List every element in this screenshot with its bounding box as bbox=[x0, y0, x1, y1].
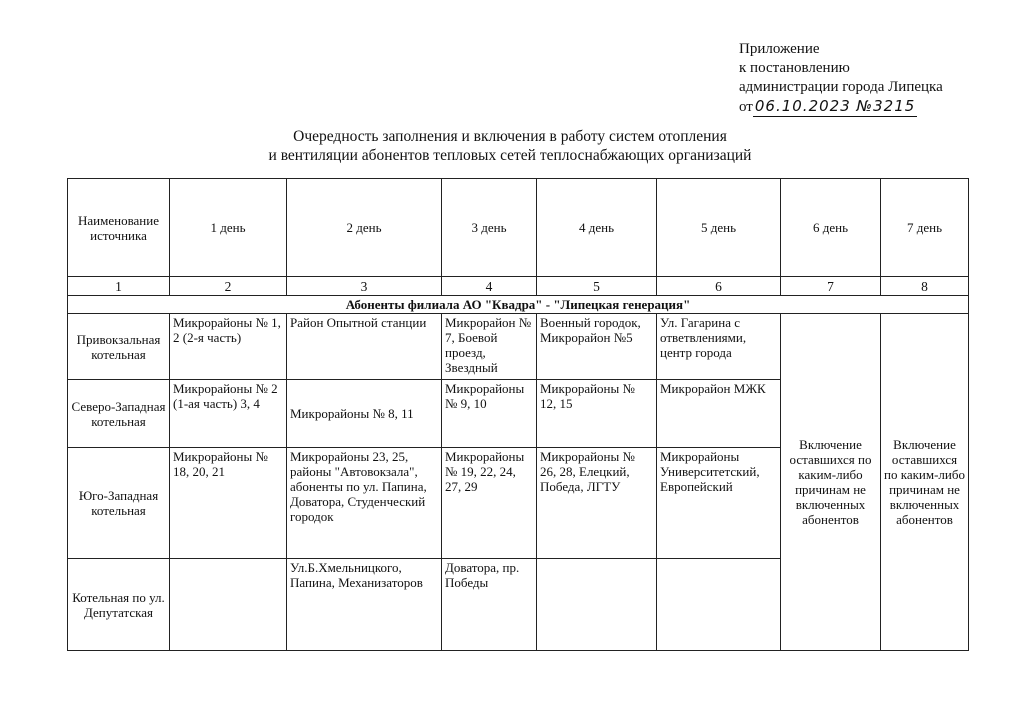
source-name: Северо-Западная котельная bbox=[68, 380, 170, 448]
day5-cell bbox=[657, 559, 781, 651]
day5-cell: Микрорайон МЖК bbox=[657, 380, 781, 448]
col-number: 5 bbox=[537, 277, 657, 296]
col-number: 3 bbox=[287, 277, 442, 296]
appendix-date-line bbox=[739, 97, 943, 117]
source-name: Юго-Западная котельная bbox=[68, 448, 170, 559]
header-day1: 1 день bbox=[170, 179, 287, 277]
day7-merged-cell: Включение оставшихся по каким-либо причинам не включенных абонентов bbox=[881, 314, 969, 651]
col-number: 2 bbox=[170, 277, 287, 296]
col-number: 8 bbox=[881, 277, 969, 296]
appendix-line2: к постановлению bbox=[739, 60, 850, 76]
day1-cell: Микрорайоны № 18, 20, 21 bbox=[170, 448, 287, 559]
day3-cell: Микрорайоны № 19, 22, 24, 27, 29 bbox=[442, 448, 537, 559]
column-number-row bbox=[68, 277, 969, 296]
day4-cell: Военный городок, Микрорайон №5 bbox=[537, 314, 657, 380]
table-row bbox=[68, 314, 969, 380]
col-number: 6 bbox=[657, 277, 781, 296]
source-name: Котельная по ул. Депутатская bbox=[68, 559, 170, 651]
col-number: 7 bbox=[781, 277, 881, 296]
document-title bbox=[220, 127, 800, 165]
day4-cell: Микрорайоны № 12, 15 bbox=[537, 380, 657, 448]
day2-cell: Микрорайоны 23, 25, районы "Автовокзала", абоненты по ул. Папина, Доватора, Студенческий городок bbox=[287, 448, 442, 559]
section-row bbox=[68, 296, 969, 314]
day4-cell bbox=[537, 559, 657, 651]
day5-cell: Микрорайоны Университетский, Европейский bbox=[657, 448, 781, 559]
header-day6: 6 день bbox=[781, 179, 881, 277]
appendix-block bbox=[739, 40, 943, 117]
header-source: Наименование источника bbox=[68, 179, 170, 277]
header-day5: 5 день bbox=[657, 179, 781, 277]
heating-schedule-table bbox=[67, 178, 969, 651]
handwritten-date-number: 06.10.2023 №3215 bbox=[754, 97, 916, 115]
appendix-line3: администрации города Липецка bbox=[739, 79, 943, 95]
appendix-date-prefix: от bbox=[739, 99, 753, 115]
day3-cell: Микрорайоны № 9, 10 bbox=[442, 380, 537, 448]
title-line1: Очередность заполнения и включения в работу систем отопления bbox=[293, 128, 727, 145]
table-header-row bbox=[68, 179, 969, 277]
day2-cell: Микрорайоны № 8, 11 bbox=[287, 380, 442, 448]
source-name: Привокзальная котельная bbox=[68, 314, 170, 380]
day3-cell: Доватора, пр. Победы bbox=[442, 559, 537, 651]
appendix-line1: Приложение bbox=[739, 41, 820, 57]
day1-cell: Микрорайоны № 1, 2 (2-я часть) bbox=[170, 314, 287, 380]
day1-cell bbox=[170, 559, 287, 651]
day3-cell: Микрорайон № 7, Боевой проезд, Звездный bbox=[442, 314, 537, 380]
header-day2: 2 день bbox=[287, 179, 442, 277]
day6-merged-cell: Включение оставшихся по каким-либо причинам не включенных абонентов bbox=[781, 314, 881, 651]
header-day7: 7 день bbox=[881, 179, 969, 277]
day5-cell: Ул. Гагарина с ответвлениями, центр города bbox=[657, 314, 781, 380]
col-number: 1 bbox=[68, 277, 170, 296]
header-day4: 4 день bbox=[537, 179, 657, 277]
day4-cell: Микрорайоны № 26, 28, Елецкий, Победа, ЛГТУ bbox=[537, 448, 657, 559]
col-number: 4 bbox=[442, 277, 537, 296]
header-day3: 3 день bbox=[442, 179, 537, 277]
section-title: Абоненты филиала АО "Квадра" - "Липецкая генерация" bbox=[68, 296, 969, 314]
day2-cell: Ул.Б.Хмельницкого, Папина, Механизаторов bbox=[287, 559, 442, 651]
day1-cell: Микрорайоны № 2 (1-ая часть) 3, 4 bbox=[170, 380, 287, 448]
title-line2: и вентиляции абонентов тепловых сетей теплоснабжающих организаций bbox=[268, 147, 752, 164]
day2-cell: Район Опытной станции bbox=[287, 314, 442, 380]
